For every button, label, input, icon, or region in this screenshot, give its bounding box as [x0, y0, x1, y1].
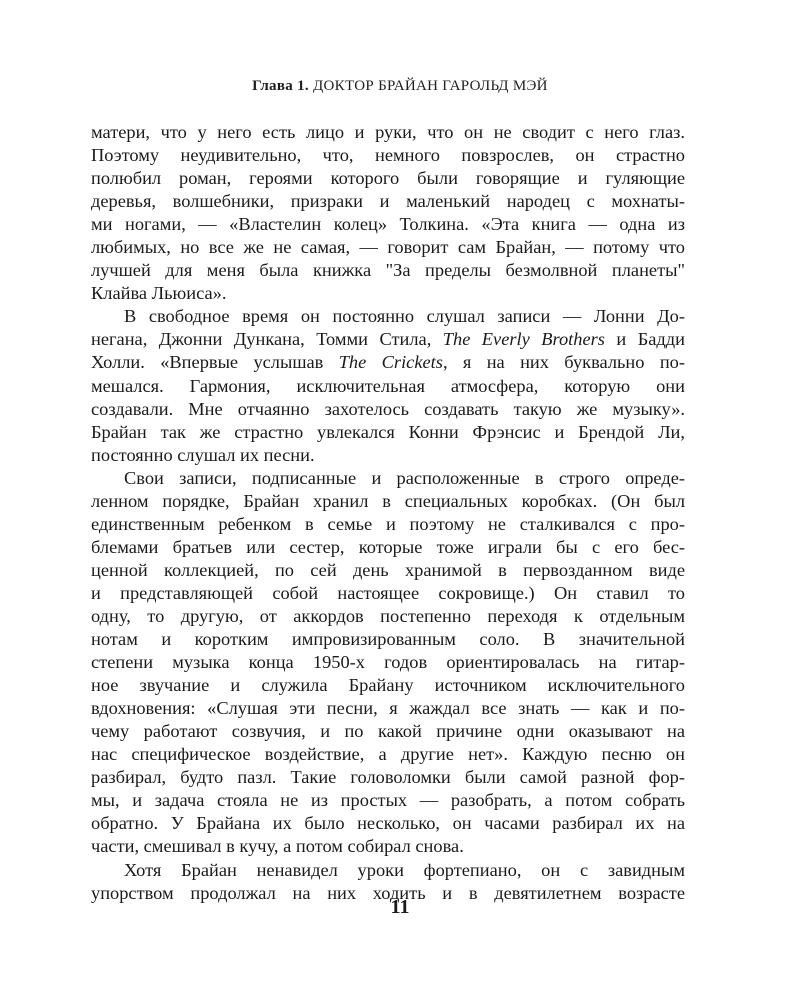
text-segment: , я на них буквально по-	[442, 352, 685, 373]
text-line: блемами братьев или сестер, которые тоже играли бы с его бес-	[91, 536, 685, 557]
text-line: единственным ребенком в семье и поэтому не сталкивался с про-	[91, 513, 685, 534]
text-line: В свободное время он постоянно слушал записи — Лонни До-	[124, 306, 685, 327]
chapter-label: Глава 1.	[252, 78, 309, 94]
text-line: ное звучание и служила Брайану источником исключительного	[91, 675, 685, 696]
text-line: чему работают созвучия, и по какой причине одни оказывают на	[91, 721, 685, 742]
text-line: Свои записи, подписанные и расположенные в строго опреде-	[124, 467, 685, 488]
text-line: ленном порядке, Брайан хранил в специальных коробках. (Он был	[91, 490, 685, 511]
text-line: ценной коллекцией, по сей день хранимой в первозданном виде	[91, 559, 685, 580]
text-line: матери, что у него есть лицо и руки, что он не сводит с него глаз.	[91, 122, 685, 142]
text-line: мешался. Гармония, исключительная атмосфера, которую они	[91, 375, 685, 396]
text-line: разбирал, будто пазл. Такие головоломки были самой разной фор-	[91, 767, 685, 788]
text-line: обратно. У Брайана их было несколько, он часами разбирал их на	[91, 813, 685, 834]
text-line: и представляющей собой настоящее сокровище.) Он ставил то	[91, 582, 685, 603]
text-line: создавали. Мне отчаянно захотелось создавать такую же музыку».	[91, 398, 685, 419]
text-line: части, смешивал в кучу, а потом собирал снова.	[91, 836, 464, 857]
text-line: полюбил роман, героями которого были говорящие и гуляющие	[91, 168, 685, 189]
text-line: нотам и коротким импровизированным соло. В значительной	[91, 629, 685, 650]
text-segment: и Бадди	[604, 329, 685, 350]
text-line: Хотя Брайан ненавидел уроки фортепиано, он с завидным	[124, 859, 685, 880]
text-line: мы, и задача стояла не из простых — разобрать, а потом собрать	[91, 790, 685, 811]
band-name-crickets: The Crickets	[338, 352, 443, 373]
text-line: Брайан так же страстно увлекался Конни Фрэнсис и Брендой Ли,	[91, 421, 685, 442]
text-line: вдохновения: «Слушая эти песни, я жаждал все знать — как и по-	[91, 698, 685, 719]
text-line: упорством продолжал на них ходить и в девятилетнем возрасте	[91, 882, 685, 903]
body-text	[91, 121, 685, 905]
text-line: деревья, волшебники, призраки и маленький народец с мохнаты-	[91, 191, 685, 212]
text-line: Клайва Льюиса».	[91, 283, 227, 304]
text-line: Поэтому неудивительно, что, немного повзрослев, он страстно	[91, 145, 685, 166]
text-line: постоянно слушал их песни.	[91, 444, 315, 465]
running-head	[0, 78, 800, 95]
text-line: лучшей для меня была книжка "За пределы безмолвной планеты"	[91, 260, 685, 281]
text-line: ми ногами, — «Властелин колец» Толкина. «Эта книга — одна из	[91, 214, 685, 235]
text-line: любимых, но все же не самая, — говорит сам Брайан, — потому что	[91, 237, 685, 258]
chapter-title: ДОКТОР БРАЙАН ГАРОЛЬД МЭЙ	[313, 78, 548, 94]
text-segment: Холли. «Впервые услышав	[91, 352, 339, 373]
text-line: одну, то другую, от аккордов постепенно переходя к отдельным	[91, 605, 685, 626]
text-segment: негана, Джонни Дункана, Томми Стила,	[91, 329, 443, 350]
band-name-everly-brothers: The Everly Brothers	[442, 329, 605, 350]
page-number: 11	[390, 896, 410, 918]
text-line	[91, 328, 685, 351]
text-line: степени музыка конца 1950-х годов ориентировалась на гитар-	[91, 652, 685, 673]
text-line: нас специфическое воздействие, а другие нет». Каждую песню он	[91, 744, 685, 765]
text-line	[91, 351, 685, 374]
